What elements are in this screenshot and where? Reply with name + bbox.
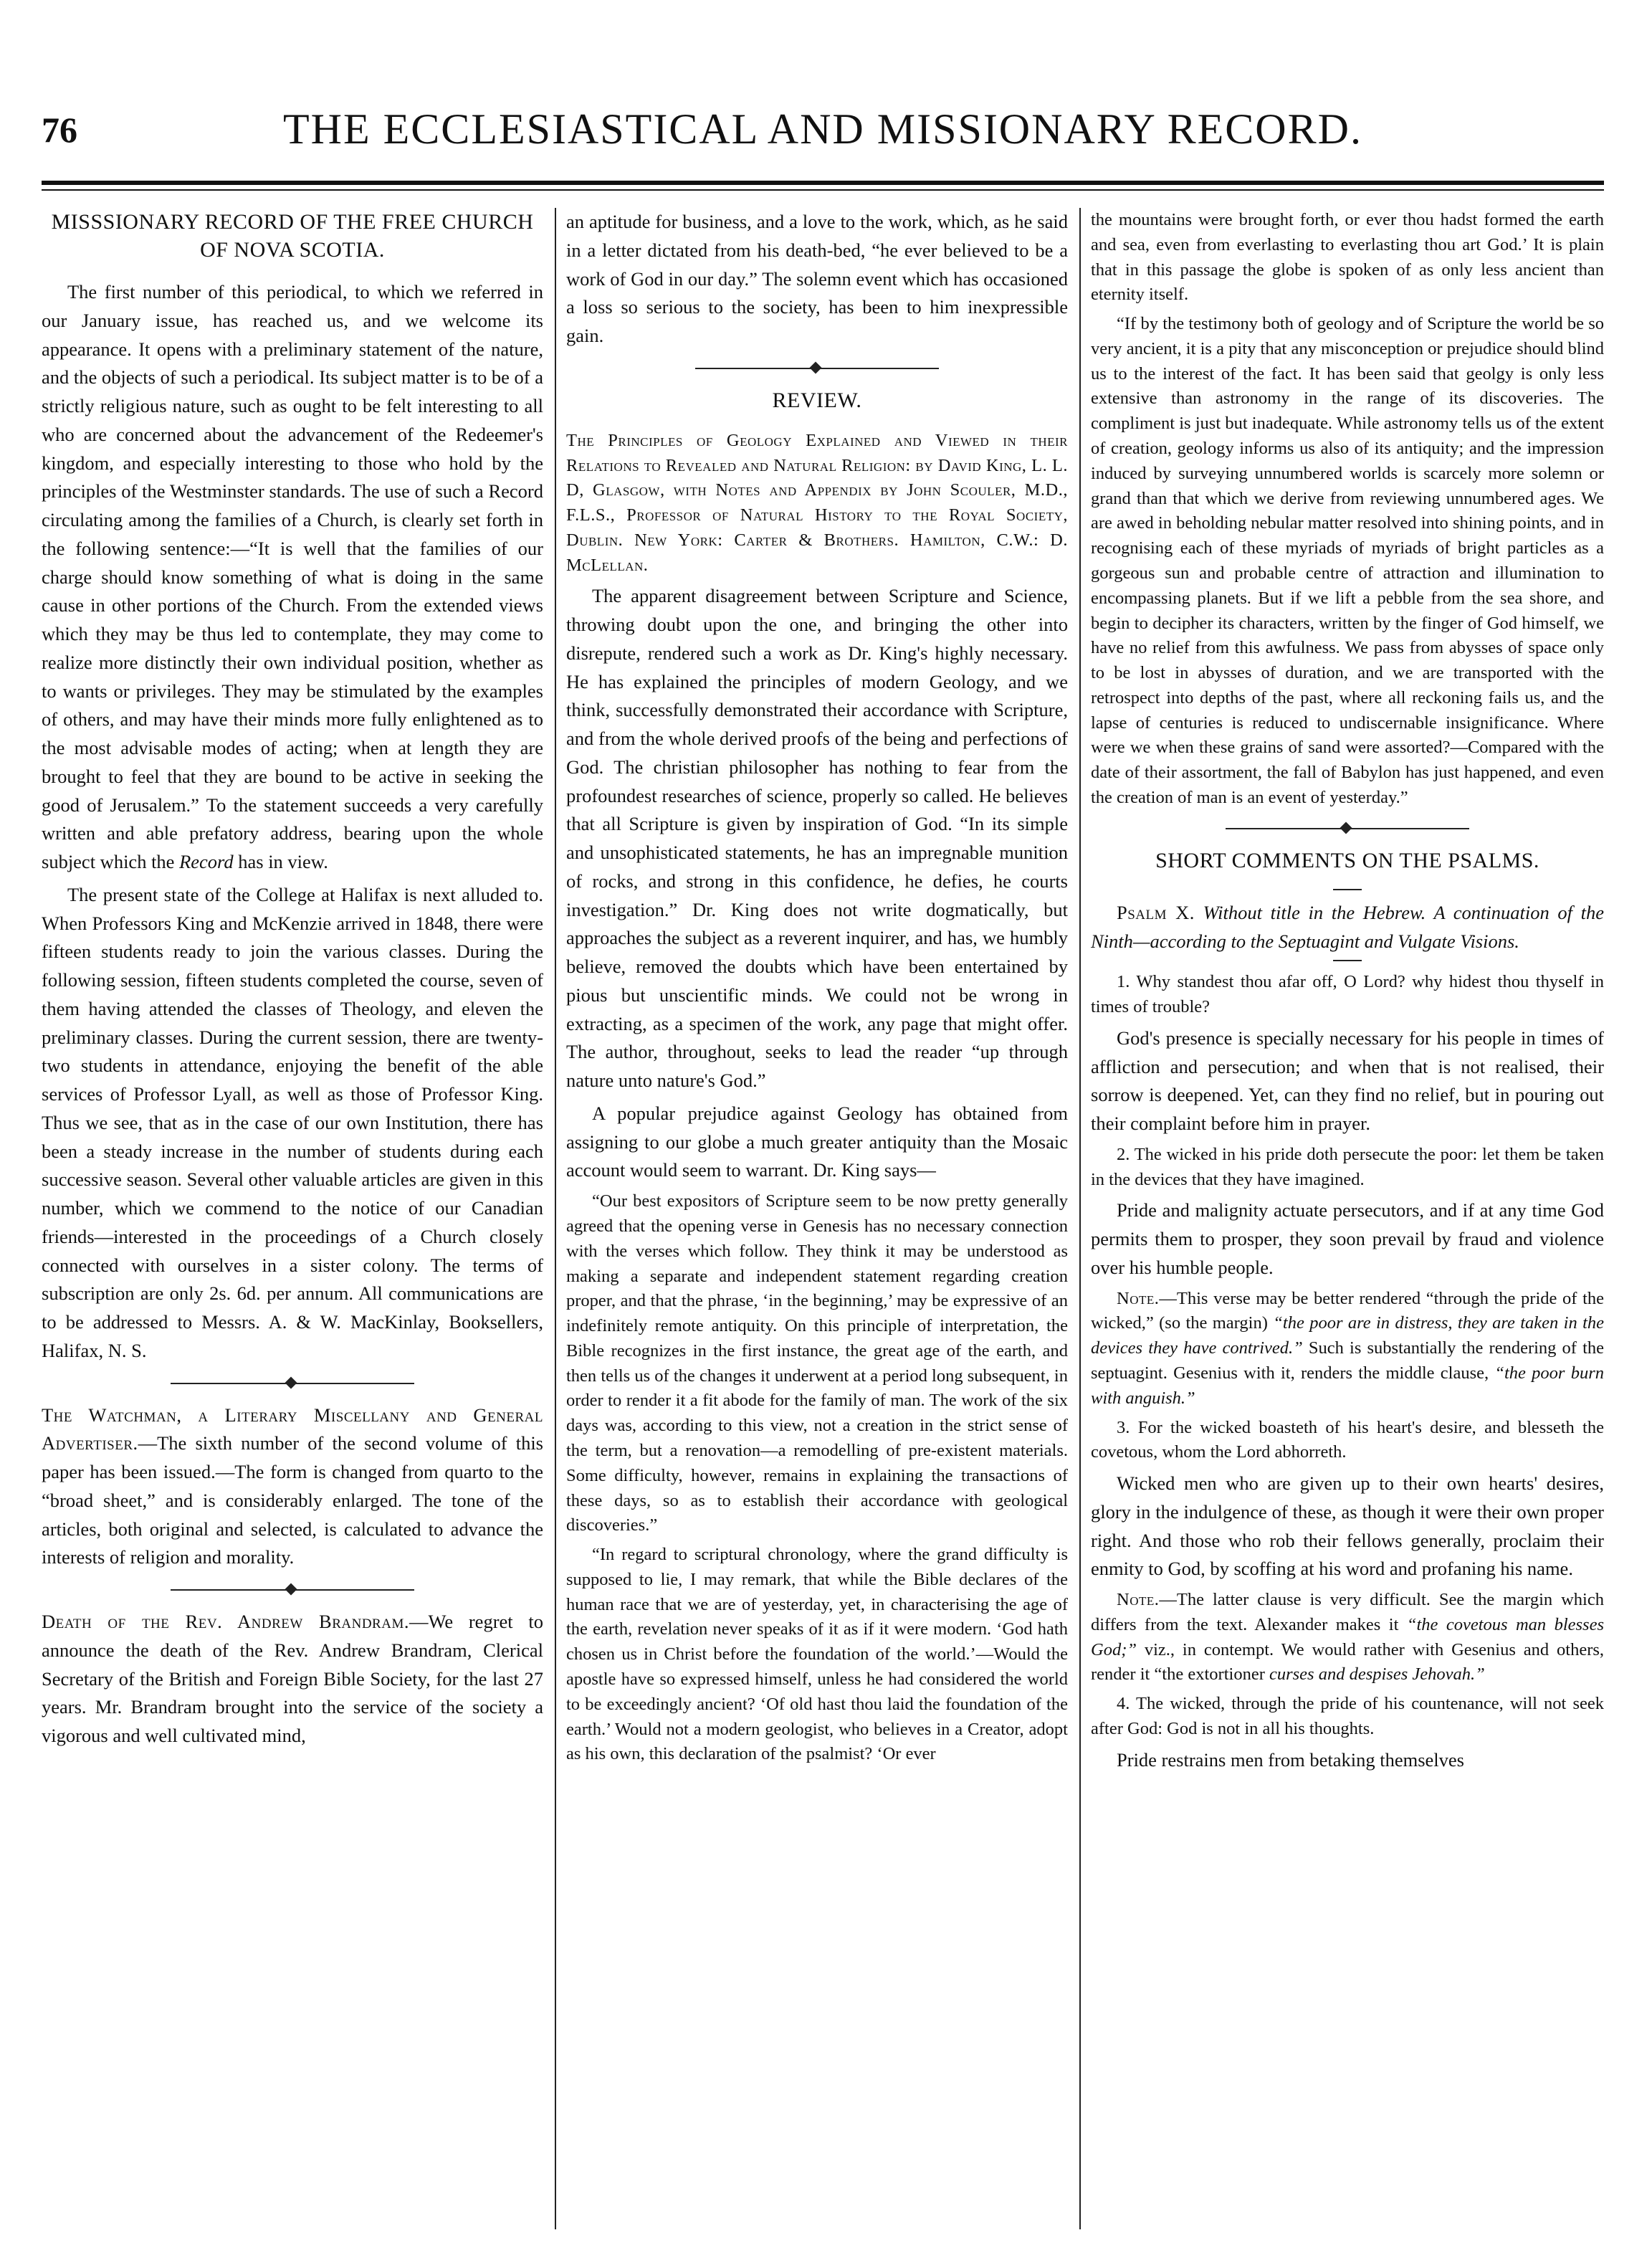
- emphasis: “the poor are in distress, they are taken in the devices they have contrived.”: [1091, 1313, 1604, 1358]
- text: has in view.: [238, 851, 328, 872]
- column-2: [566, 208, 1068, 2229]
- paragraph: A popular prejudice against Geology has obtained from assigning to our globe a much greater antiquity than the Mosaic account would seem to warrant. Dr. King says—: [566, 1102, 1068, 1181]
- paragraph: an aptitude for business, and a love to the work, which, as he said in a letter dictated from his death-bed, “he ever believed to be a work of God in our day.” The solemn event which has occasioned a loss so serious to the society, has been to him inexpressible gain.: [566, 211, 1068, 346]
- emphasis: “the covetous man blesses God;”: [1091, 1614, 1604, 1659]
- commentary: God's presence is specially necessary for his people in times of affliction and persecution; and when that is not realised, their sorrow is deepened. Yet, can they find no relief, but in pouring out their complaint before him in prayer.: [1091, 1027, 1604, 1135]
- commentary: Pride and malignity actuate persecutors, and if at any time God permits them to prosper, they soon prevail by fraud and violence over his humble people.: [1091, 1199, 1604, 1278]
- text: —We regret to announce the death of the Rev. Andrew Brandram, Clerical Secretary of the British and Foreign Bible Society, for the last 27 years. Mr. Brandram brought into the service of the society a vigorous and well cultivated mind,: [42, 1611, 543, 1746]
- psalm-description: Without title in the Hebrew. A continuation of the Ninth—according to the Septuagint and Vulgate Visions.: [1091, 901, 1604, 952]
- section-heading-review: REVIEW.: [772, 388, 862, 412]
- column-1: [42, 208, 543, 2229]
- verse: 3. For the wicked boasteth of his heart's desire, and blesseth the covetous, whom the Lord abhorreth.: [1091, 1417, 1604, 1462]
- note-label: Note.: [1117, 1590, 1160, 1610]
- notice-title: Death of the Rev. Andrew Brandram.: [42, 1611, 409, 1632]
- text: —This verse may be better rendered “through the pride of the wicked,” (so the margin): [1091, 1288, 1604, 1333]
- short-rule: [1333, 889, 1362, 890]
- quotation: the mountains were brought forth, or ever thou hadst formed the earth and sea, even from everlasting to everlasting thou art God.’ It is plain that in this passage the globe is spoken of as only less ancient than eternity itself.: [1091, 210, 1604, 305]
- section-heading-psalms: SHORT COMMENTS ON THE PSALMS.: [1155, 848, 1539, 872]
- masthead-title: THE ECCLESIASTICAL AND MISSIONARY RECORD.: [283, 105, 1362, 153]
- quotation: “Our best expositors of Scripture seem to be now pretty generally agreed that the opening verse in Genesis has no necessary connection with the verses which follow. They think it may be understood as making a separate and independent statement regarding creation proper, and that the phrase, ‘in the beginning,’ may be expressive of an indefinitely remote antiquity. On this principle of interpretation, the Bible recognizes in the first instance, the great age of the earth, and then tells us of the changes it underwent at a period long subsequent, in order to render it a fit abode for the family of man. The work of the six days was, according to this view, not a creation in the strict sense of the term, but a renovation—a remodelling of pre-existent materials. Some difficulty, however, remains in explaining the transactions of these days, so as to establish their accordance with geological discoveries.”: [566, 1191, 1068, 1535]
- paragraph: [42, 1401, 543, 1573]
- quotation: “If by the testimony both of geology and of Scripture the world be so very ancient, it is a pity that any misconception or prejudice should blind us to the interest of the fact. It has been said that geolgy is only less extensive than astronomy in the range of its discoveries. The compliment is just but inadequate. While astronomy tells us of the extent of creation, geology informs us also of its antiquity; and the impression induced by surveying unnumbered worlds is scarcely more solemn or grand than that which we derive from reviewing unnumbered ages. We are awed in beholding nebular matter resolved into shining points, and in recognising each of these myriads of myriads of bright particles as a gorgeous sun and probable centre of attraction and illumination to encompassing planets. But if we lift a pebble from the sea shore, and begin to decipher its characters, written by the finger of God himself, we have no relief from this awfulness. We pass from abysses of space only to be lost in abysses of duration, and we are transported with the retrospect into depths of the past, where all reckoning fails us, and the lapse of centuries is reduced to undiscernable insignificance. Where were we when these grains of sand were assorted?—Compared with the date of their assortment, the fall of Babylon has just happened, and even the creation of man is an event of yesterday.”: [1091, 314, 1604, 807]
- paragraph: The apparent disagreement between Scripture and Science, throwing doubt upon the one, and bringing the other into disrepute, rendered such a work as Dr. King's highly necessary. He has explained the principles of modern Geology, and we think, successfully demonstrated their accordance with Scripture, and from the whole derived proofs of the being and perfections of God. The christian philosopher has nothing to fear from the profoundest researches of science, properly so called. He believes that all Scripture is given by inspiration of God. “In its simple and unsophisticated statements, he has an impregnable munition of rocks, and strong in this confidence, he defies, he courts investigation.” Dr. King does not write dogmatically, but approaches the subject as a reverent inquirer, and has, we humbly believe, removed the doubts which have been entertained by pious but unscientific minds. We could not be wrong in extracting, as a specimen of the work, any page that might offer. The author, throughout, seeks to lead the reader “up through nature unto nature's God.”: [566, 585, 1068, 1092]
- section-divider: [695, 363, 939, 373]
- article-heading-missionary-record: MISSSIONARY RECORD OF THE FREE CHURCH OF NOVA SCOTIA.: [51, 210, 534, 262]
- note: [1091, 1287, 1604, 1411]
- quotation: “In regard to scriptural chronology, where the grand difficulty is supposed to lie, I may remark, that while the Bible declares of the human race that we are of yesterday, yet, in characterising the age of the earth, revelation never speaks of it as if it were modern. ‘God hath chosen us in Christ before the foundation of the world.’—Would the apostle have so expressed himself, unless he had considered the world to be exceedingly ancient? ‘Of old hast thou laid the foundation of the earth.’ Would not a modern geologist, who believes in a Creator, adopt as his own, this declaration of the psalmist? ‘Or ever: [566, 1545, 1068, 1764]
- section-divider: [171, 1378, 414, 1389]
- psalm-header: [1091, 899, 1604, 956]
- commentary: Wicked men who are given up to their own hearts' desires, glory in the indulgence of these, as though it were their own proper right. And those who rob their fellows generally, proclaim their enmity to God, by scoffing at his word and profaning his name.: [1091, 1472, 1604, 1580]
- paragraph: [42, 278, 543, 877]
- text: Such is substantially the rendering of the septuagint. Gesenius with it, renders the middle clause,: [1091, 1338, 1604, 1383]
- text: —The latter clause is very difficult. See the margin which differs from the text. Alexander makes it: [1091, 1590, 1604, 1634]
- page-number: 76: [42, 110, 77, 150]
- note-label: Note.: [1117, 1288, 1160, 1308]
- verse: 1. Why standest thou afar off, O Lord? why hidest thou thyself in times of trouble?: [1091, 972, 1604, 1017]
- paragraph: The present state of the College at Halifax is next alluded to. When Professors King and McKenzie arrived in 1848, there were fifteen students ready to join the various classes. During the following session, fifteen students completed the course, seven of them having attended the classes of Theology, and eleven the preliminary classes. During the current session, there are twenty-two students in attendance, enjoying the benefit of the able services of Professor Lyall, as well as those of Professor King. Thus we see, that as in the case of our own Institution, there has been a steady increase in the number of students during each successive season. Several other valuable articles are given in this number, which we commend to the notice of our Canadian friends—interested in the proceedings of a Church closely connected with ourselves in a sister colony. The terms of subscription are only 2s. 6d. per annum. All communications are to be addressed to Messrs. A. & W. MacKinlay, Booksellers, Halifax, N. S.: [42, 883, 543, 1361]
- short-rule: [1333, 960, 1362, 961]
- section-divider: [171, 1585, 414, 1595]
- commentary: Pride restrains men from betaking themselves: [1117, 1748, 1464, 1771]
- header-rule-thin: [42, 189, 1604, 191]
- emphasis: Record: [179, 851, 234, 872]
- emphasis: “the poor burn with anguish.”: [1091, 1363, 1604, 1408]
- note: [1091, 1588, 1604, 1687]
- text: —The sixth number of the second volume of this paper has been issued.—The form is changed from quarto to the “broad sheet,” and is considerably enlarged. The tone of the articles, both original and selected, is calculated to advance the interests of religion and morality.: [42, 1432, 543, 1568]
- header-rule-thick: [42, 181, 1604, 185]
- column-divider-1: [555, 208, 556, 2229]
- column-3: [1091, 208, 1604, 2229]
- text: The first number of this periodical, to which we referred in our January issue, has reached us, and we welcome its appearance. It opens with a preliminary statement of the nature, and the objects of such a periodical. Its subject matter is to be of a strictly religious nature, such as ought to be felt interesting to all who are concerned about the advancement of the Redeemer's kingdom, and especially interesting to those who hold by the principles of the Westminster standards. The use of such a Record circulating among the families of a Church, is clearly set forth in the following sentence:—“It is well that the families of our charge should know something of what is doing in the same cause in other portions of the Church. From the extended views which they may be thus led to contemplate, they may come to realize more distinctly their own individual position, whether as to wants or privileges. They may be stimulated by the examples of others, and may have their minds more fully enlightened as to the most advisable modes of acting; when at length they are brought to feel that they are bound to be active in seeking the good of Jerusalem.” To the statement succeeds a very carefully written and able prefatory address, bearing upon the whole subject which the: [42, 281, 543, 872]
- psalm-label: Psalm X.: [1117, 901, 1195, 923]
- text: viz., in contempt. We would rather with Gesenius and others, render it “the extortioner: [1091, 1639, 1604, 1685]
- section-divider: [1226, 824, 1469, 834]
- notice-title: The Watchman, a Literary Miscellany and General Advertiser.: [42, 1404, 543, 1454]
- emphasis: curses and despises Jehovah.”: [1269, 1664, 1485, 1685]
- paragraph: [42, 1608, 543, 1751]
- book-citation: The Principles of Geology Explained and Viewed in their Relations to Revealed and Natural Religion: by David King, L. L. D, Glasgow, with Notes and Appendix by John Scouler, M.D., F.L.S., Professor of Natural History to the Royal Society, Dublin. New York: Carter & Brothers. Hamilton, C.W.: D. McLellan.: [566, 430, 1068, 575]
- verse: 2. The wicked in his pride doth persecute the poor: let them be taken in the devices that they have imagined.: [1091, 1144, 1604, 1189]
- page-header: [42, 95, 1604, 173]
- column-divider-2: [1079, 208, 1081, 2229]
- verse: 4. The wicked, through the pride of his countenance, will not seek after God: God is not in all his thoughts.: [1091, 1694, 1604, 1738]
